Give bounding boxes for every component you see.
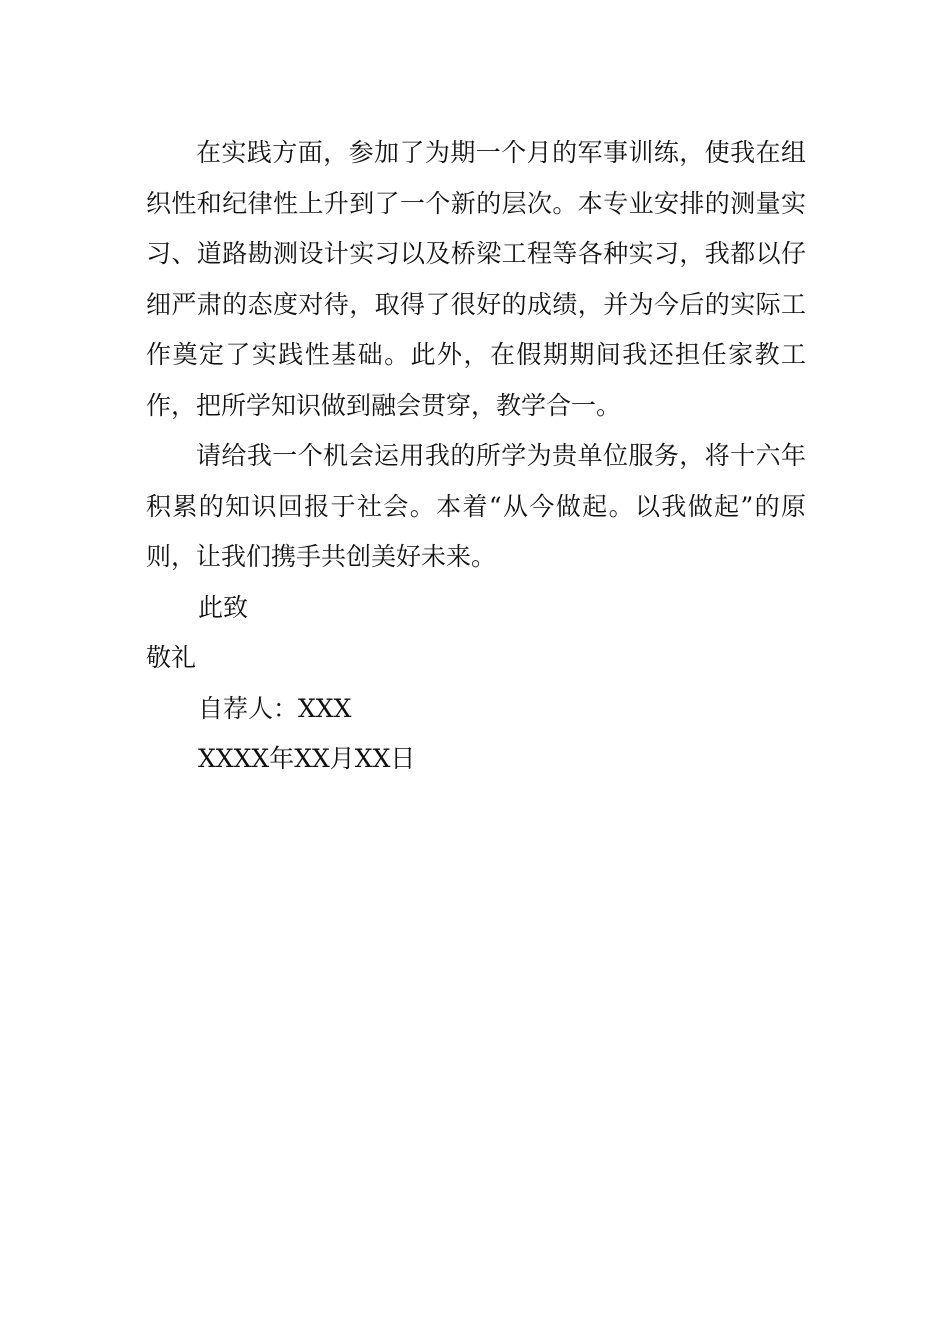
closing-salutation: 此致 bbox=[198, 592, 249, 622]
paragraph-practice: 在实践方面，参加了为期一个月的军事训练，使我在组织性和纪律性上升到了一个新的层次。本专业安排的测量实习、道路勘测设计实习以及桥梁工程等各种实习，我都以仔细严肃的态度对待，取得了很好的成绩，并为今后的实际工作奠定了实践性基础。此外，在假期期间我还担任家教工作，把所学知识做到融会贯穿，教学合一。 bbox=[146, 138, 806, 420]
paragraph-request: 请给我一个机会运用我的所学为贵单位服务，将十六年积累的知识回报于社会。本着“从今做起。以我做起”的原则，让我们携手共创美好未来。 bbox=[146, 441, 806, 571]
closing-regards: 敬礼 bbox=[146, 643, 197, 672]
date-line: XXXX年XX月XX日 bbox=[198, 744, 416, 773]
letter-body bbox=[146, 128, 806, 785]
signature-line: 自荐人：XXX bbox=[198, 693, 352, 723]
